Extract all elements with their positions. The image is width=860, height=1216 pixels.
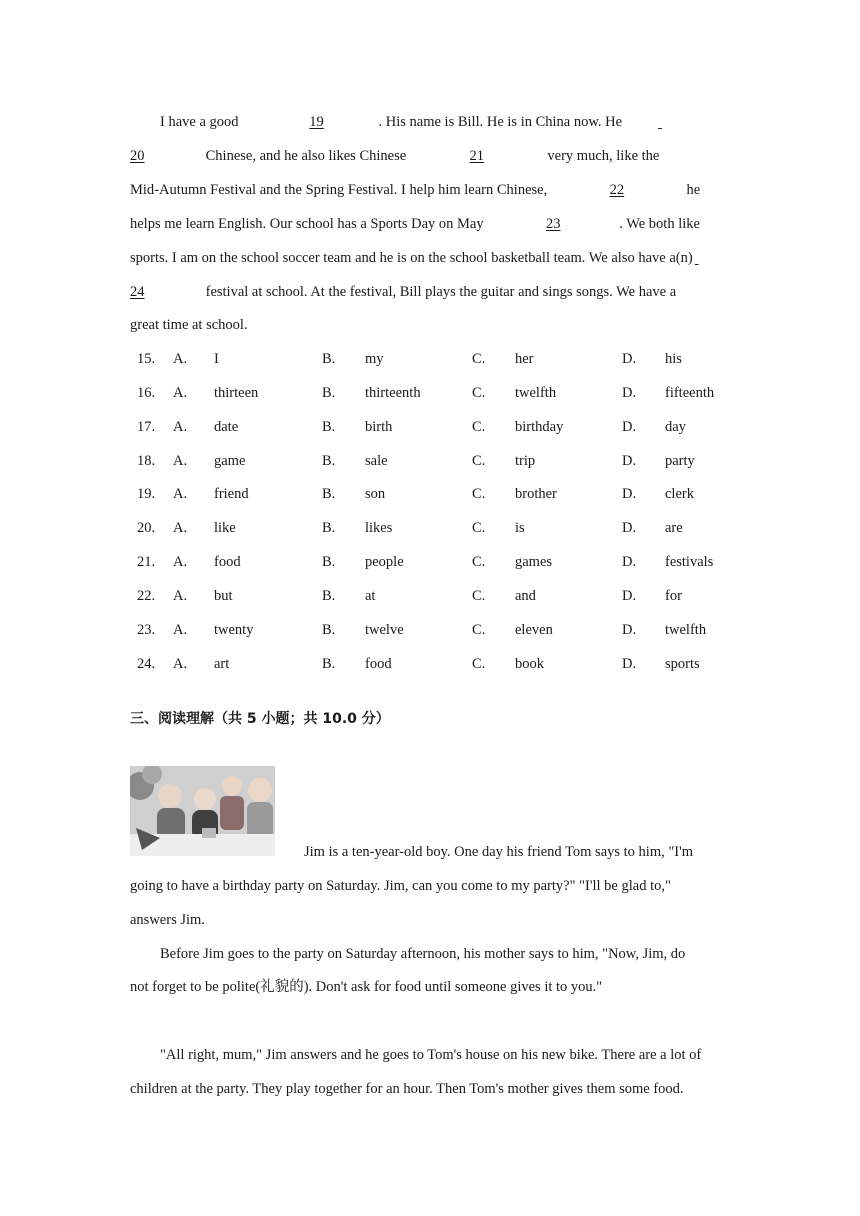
option-d: for (665, 588, 682, 604)
option-d: clerk (665, 486, 694, 502)
option-a: but (214, 588, 233, 604)
question-number: 23. (137, 622, 156, 638)
option-a: friend (214, 486, 249, 502)
passage-text: Mid-Autumn Festival and the Spring Festival. I help him learn Chinese, (130, 182, 551, 198)
option-letter-b: B. (322, 554, 336, 570)
option-letter-a: A. (173, 622, 188, 638)
option-a: I (214, 351, 219, 367)
blank-19: 19 (309, 114, 324, 130)
question-number: 18. (137, 453, 156, 469)
option-letter-c: C. (472, 453, 486, 469)
option-c: book (515, 656, 544, 672)
option-d: day (665, 419, 686, 435)
option-letter-a: A. (173, 588, 188, 604)
passage-line-1 (160, 113, 690, 131)
passage-text: very much, like the (543, 148, 660, 164)
blank-21: 21 (469, 148, 485, 164)
option-letter-a: A. (173, 419, 188, 435)
blank-24-start (693, 249, 701, 267)
option-a: thirteen (214, 385, 259, 401)
option-a: game (214, 453, 246, 469)
option-b: people (365, 554, 404, 570)
option-b: son (365, 486, 386, 502)
option-c: is (515, 520, 525, 536)
passage-line-3 (130, 181, 700, 199)
option-d: his (665, 351, 682, 367)
option-c: her (515, 351, 534, 367)
section-heading: 三、阅读理解（共 5 小题；共 10.0 分） (130, 711, 390, 727)
option-letter-c: C. (472, 656, 486, 672)
blank-20-start (630, 113, 690, 131)
option-d: are (665, 520, 683, 536)
option-c: twelfth (515, 385, 557, 401)
option-b: twelve (365, 622, 404, 638)
option-letter-b: B. (322, 351, 336, 367)
option-b: at (365, 588, 376, 604)
passage-text: festival at school. At the festival, Bill plays the guitar and sings songs. We have a (202, 284, 677, 300)
option-letter-a: A. (173, 554, 188, 570)
question-number: 21. (137, 554, 156, 570)
reading-line-2: going to have a birthday party on Saturday. Jim, can you come to my party?" "I'll be glad to," (130, 878, 671, 894)
question-number: 22. (137, 588, 156, 604)
option-c: trip (515, 453, 536, 469)
option-d: fifteenth (665, 385, 715, 401)
option-b: birth (365, 419, 393, 435)
question-number: 20. (137, 520, 156, 536)
passage-text: sports. I am on the school soccer team and he is on the school basketball team. We also have a(n) (130, 250, 693, 266)
option-letter-c: C. (472, 622, 486, 638)
option-b: sale (365, 453, 388, 469)
passage-text: he (682, 182, 701, 198)
reading-line-3: answers Jim. (130, 912, 205, 928)
option-letter-b: B. (322, 419, 336, 435)
option-a: twenty (214, 622, 254, 638)
option-letter-a: A. (173, 520, 188, 536)
option-b: thirteenth (365, 385, 421, 401)
option-b: likes (365, 520, 393, 536)
option-letter-d: D. (622, 385, 637, 401)
blank-20: 20 (130, 148, 145, 164)
option-letter-a: A. (173, 486, 188, 502)
passage-text: helps me learn English. Our school has a Sports Day on May (130, 216, 488, 232)
option-d: twelfth (665, 622, 707, 638)
question-number: 17. (137, 419, 156, 435)
option-letter-c: C. (472, 385, 486, 401)
option-d: festivals (665, 554, 714, 570)
reading-line-6: "All right, mum," Jim answers and he goes to Tom's house on his new bike. There are a lot of (160, 1047, 702, 1063)
option-letter-d: D. (622, 486, 637, 502)
option-c: brother (515, 486, 557, 502)
party-photo (130, 766, 275, 856)
passage-text: Chinese, and he also likes Chinese (202, 148, 410, 164)
option-b: food (365, 656, 392, 672)
blank-24: 24 (130, 284, 145, 300)
option-letter-c: C. (472, 588, 486, 604)
option-a: like (214, 520, 236, 536)
passage-line-2 (130, 147, 659, 165)
reading-line-1: Jim is a ten-year-old boy. One day his friend Tom says to him, "I'm (304, 844, 693, 860)
option-letter-d: D. (622, 351, 637, 367)
blank-23: 23 (545, 216, 561, 232)
option-d: sports (665, 656, 700, 672)
option-c: birthday (515, 419, 564, 435)
passage-line-4 (130, 215, 700, 233)
passage-text: great time at school. (130, 317, 248, 333)
option-letter-a: A. (173, 656, 188, 672)
children-party-image (130, 766, 275, 856)
option-letter-c: C. (472, 486, 486, 502)
option-letter-b: B. (322, 385, 336, 401)
option-letter-c: C. (472, 520, 486, 536)
option-letter-b: B. (322, 520, 336, 536)
blank-22: 22 (609, 182, 625, 198)
option-a: art (214, 656, 230, 672)
question-number: 16. (137, 385, 156, 401)
option-letter-d: D. (622, 656, 637, 672)
option-letter-b: B. (322, 622, 336, 638)
passage-text: . We both like (619, 216, 700, 232)
reading-line-5: not forget to be polite(礼貌的). Don't ask for food until someone gives it to you." (130, 979, 603, 995)
option-letter-d: D. (622, 419, 637, 435)
passage-text: . His name is Bill. He is in China now. He (378, 114, 623, 130)
option-a: food (214, 554, 241, 570)
passage-line-7 (130, 316, 248, 334)
option-letter-c: C. (472, 419, 486, 435)
option-letter-d: D. (622, 554, 637, 570)
reading-line-4: Before Jim goes to the party on Saturday afternoon, his mother says to him, "Now, Jim, do (160, 946, 686, 962)
option-d: party (665, 453, 695, 469)
question-number: 19. (137, 486, 156, 502)
option-letter-a: A. (173, 351, 188, 367)
option-b: my (365, 351, 384, 367)
question-number: 24. (137, 656, 156, 672)
passage-text: I have a good (160, 114, 239, 130)
option-letter-d: D. (622, 453, 637, 469)
option-letter-c: C. (472, 554, 486, 570)
option-letter-c: C. (472, 351, 486, 367)
option-letter-d: D. (622, 588, 637, 604)
option-letter-b: B. (322, 656, 336, 672)
option-a: date (214, 419, 239, 435)
passage-line-6 (130, 283, 676, 301)
option-c: games (515, 554, 553, 570)
question-number: 15. (137, 351, 156, 367)
option-letter-a: A. (173, 385, 188, 401)
option-letter-b: B. (322, 588, 336, 604)
option-c: eleven (515, 622, 553, 638)
option-letter-d: D. (622, 520, 637, 536)
option-letter-d: D. (622, 622, 637, 638)
option-letter-b: B. (322, 486, 336, 502)
reading-line-7: children at the party. They play together for an hour. Then Tom's mother gives them some food. (130, 1081, 684, 1097)
option-c: and (515, 588, 536, 604)
option-letter-b: B. (322, 453, 336, 469)
passage-line-5 (130, 249, 701, 267)
option-letter-a: A. (173, 453, 188, 469)
